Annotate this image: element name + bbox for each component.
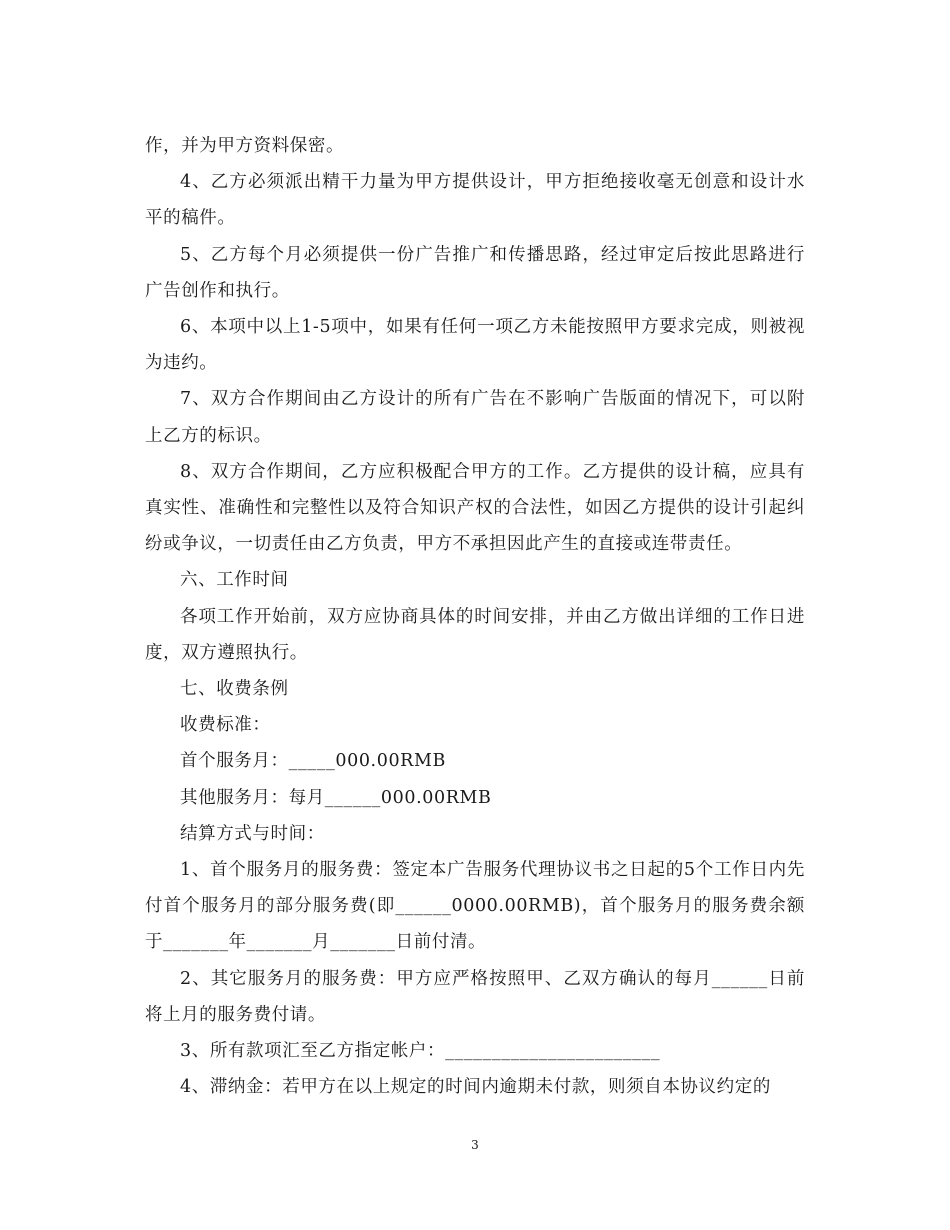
document-body [145,128,805,1105]
paragraph-item-7: 7、双方合作期间由乙方设计的所有广告在不影响广告版面的情况下，可以附上乙方的标识。 [145,389,805,446]
paragraph-settlement-1: 1、首个服务月的服务费：签定本广告服务代理协议书之日起的5个工作日内先付首个服务月的部分服务费(即______0000.00RMB)，首个服务月的服务费余额于_______年_______月_______日前付清。 [145,860,805,953]
paragraph-settlement-2: 2、其它服务月的服务费：甲方应严格按照甲、乙双方确认的每月______日前将上月的服务费付请。 [145,968,805,1025]
paragraph-item-8: 8、双方合作期间，乙方应积极配合甲方的工作。乙方提供的设计稿，应具有真实性、准确性和完整性以及符合知识产权的合法性，如因乙方提供的设计引起纠纷或争议，一切责任由乙方负责，甲方不承担因此产生的直接或连带责任。 [145,461,805,555]
paragraph-continuation: 作，并为甲方资料保密。 [145,136,345,156]
page-number: 3 [471,1138,479,1152]
paragraph-fee-standard-label: 收费标准： [180,715,271,736]
paragraph-settlement-3: 3、所有款项汇至乙方指定帐户：_______________________ [180,1041,661,1062]
paragraph-other-month-fee: 其他服务月：每月______000.00RMB [180,787,492,808]
paragraph-work-time: 各项工作开始前，双方应协商具体的时间安排，并由乙方做出详细的工作日进度，双方遵照执行。 [145,606,805,663]
section-heading-work-time: 六、工作时间 [180,570,289,591]
paragraph-item-6: 6、本项中以上1-5项中，如果有任何一项乙方未能按照甲方要求完成，则被视为违约。 [145,317,805,374]
paragraph-settlement-4: 4、滞纳金：若甲方在以上规定的时间内逾期未付款，则须自本协议约定的 [180,1077,771,1098]
paragraph-item-5: 5、乙方每个月必须提供一份广告推广和传播思路，经过审定后按此思路进行广告创作和执行。 [145,244,805,301]
paragraph-settlement-label: 结算方式与时间： [180,823,325,844]
paragraph-item-4: 4、乙方必须派出精干力量为甲方提供设计，甲方拒绝接收毫无创意和设计水平的稿件。 [145,172,805,229]
section-heading-fees: 七、收费条例 [180,679,289,700]
paragraph-first-month-fee: 首个服务月：_____000.00RMB [180,751,446,772]
